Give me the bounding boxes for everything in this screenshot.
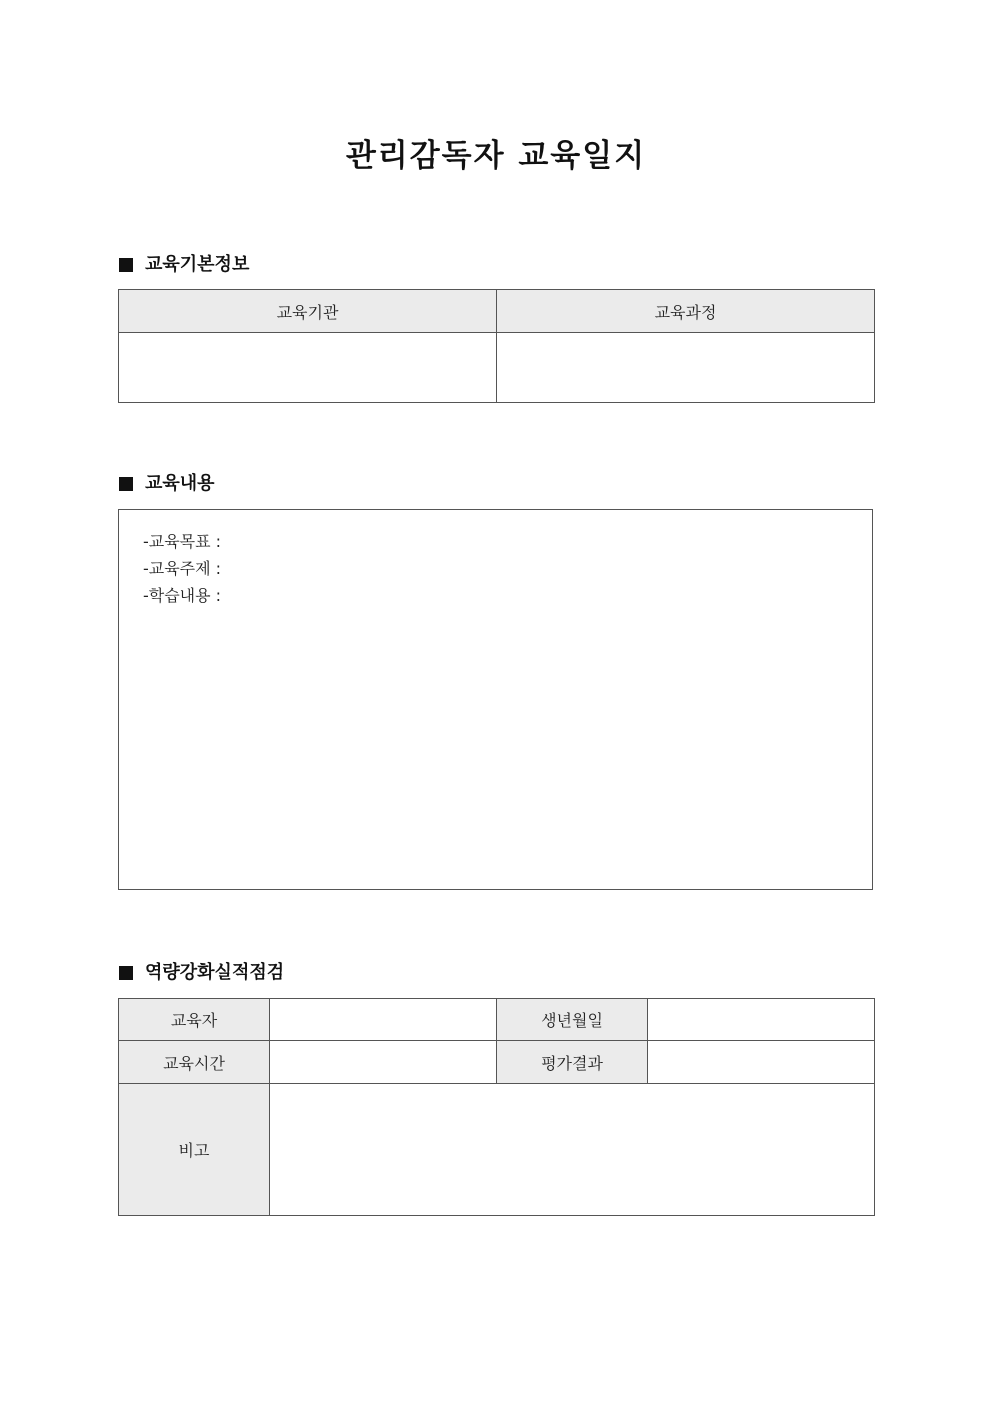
section-title-basic-info: 교육기본정보 — [145, 254, 250, 275]
square-bullet-icon — [119, 477, 133, 491]
evaluation-value-cell[interactable] — [648, 1041, 875, 1084]
header-institution: 교육기관 — [119, 290, 497, 333]
label-birthdate: 생년월일 — [497, 999, 648, 1041]
square-bullet-icon — [119, 258, 133, 272]
birthdate-value-cell[interactable] — [648, 999, 875, 1041]
label-trainee: 교육자 — [119, 999, 270, 1041]
label-remarks: 비고 — [119, 1084, 270, 1216]
trainee-value-cell[interactable] — [270, 999, 497, 1041]
performance-table — [118, 998, 875, 1216]
remarks-value-cell[interactable] — [270, 1084, 875, 1216]
section-heading-basic-info — [119, 253, 249, 277]
header-course: 교육과정 — [497, 290, 875, 333]
section-heading-performance — [119, 961, 284, 985]
square-bullet-icon — [119, 966, 133, 980]
content-line-objective: -교육목표 : — [143, 532, 222, 551]
section-title-performance: 역량강화실적점검 — [145, 962, 285, 983]
document-title: 관리감독자 교육일지 — [345, 138, 647, 174]
hours-value-cell[interactable] — [270, 1041, 497, 1084]
label-hours: 교육시간 — [119, 1041, 270, 1084]
content-line-learning: -학습내용 : — [143, 586, 222, 605]
education-content-box[interactable] — [118, 509, 873, 890]
course-value-cell[interactable] — [497, 333, 875, 403]
content-line-topic: -교육주제 : — [143, 559, 222, 578]
institution-value-cell[interactable] — [119, 333, 497, 403]
basic-info-table — [118, 289, 875, 403]
section-heading-content — [119, 472, 215, 496]
section-title-content: 교육내용 — [145, 473, 215, 494]
label-evaluation: 평가결과 — [497, 1041, 648, 1084]
